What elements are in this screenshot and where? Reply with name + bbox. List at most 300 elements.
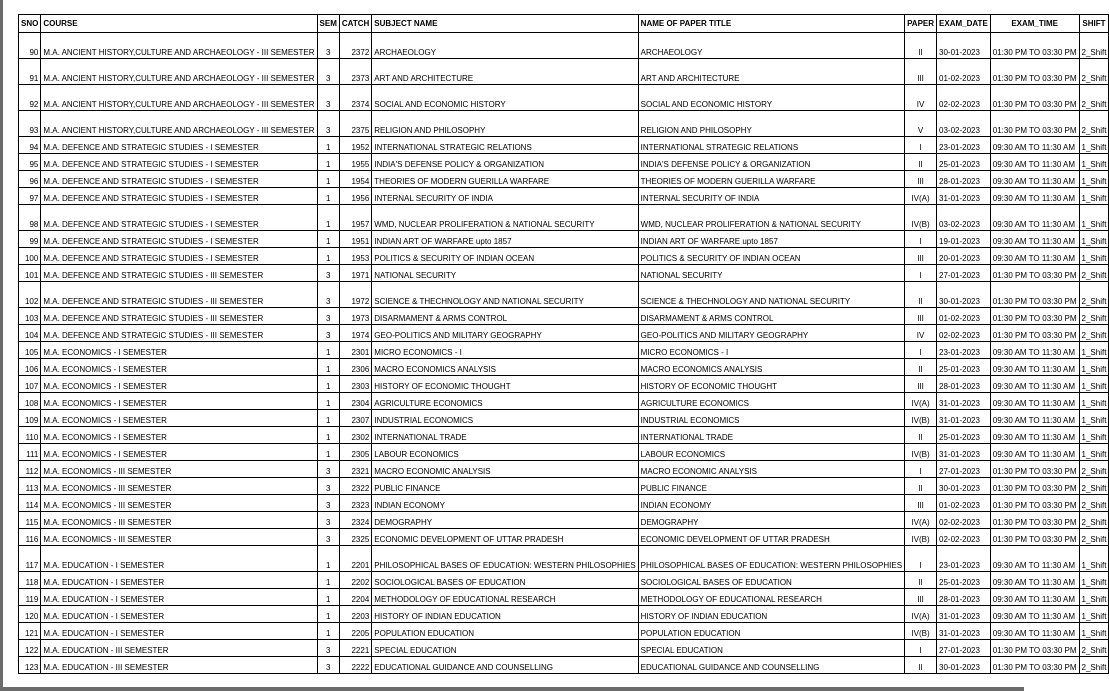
cell-sem: 1 bbox=[317, 248, 339, 265]
cell-exam-date: 02-02-2023 bbox=[937, 325, 991, 342]
cell-paper-title: RELIGION AND PHILOSOPHY bbox=[638, 111, 904, 137]
cell-exam-date: 31-01-2023 bbox=[937, 444, 991, 461]
cell-sno: 99 bbox=[19, 231, 41, 248]
cell-subject-name: WMD, NUCLEAR PROLIFERATION & NATIONAL SECURITY bbox=[372, 205, 638, 231]
cell-sem: 1 bbox=[317, 444, 339, 461]
cell-exam-time: 09:30 AM TO 11:30 AM bbox=[990, 546, 1079, 572]
cell-paper-title: THEORIES OF MODERN GUERILLA WARFARE bbox=[638, 171, 904, 188]
cell-sno: 93 bbox=[19, 111, 41, 137]
cell-sem: 1 bbox=[317, 623, 339, 640]
cell-subject-name: INDIAN ECONOMY bbox=[372, 495, 638, 512]
cell-sno: 98 bbox=[19, 205, 41, 231]
cell-sno: 114 bbox=[19, 495, 41, 512]
cell-paper: II bbox=[905, 572, 937, 589]
cell-paper: IV(A) bbox=[905, 188, 937, 205]
cell-sno: 90 bbox=[19, 33, 41, 59]
cell-paper: II bbox=[905, 427, 937, 444]
cell-sem: 1 bbox=[317, 171, 339, 188]
cell-exam-date: 02-02-2023 bbox=[937, 85, 991, 111]
cell-course: M.A. ECONOMICS - I SEMESTER bbox=[41, 359, 317, 376]
table-row bbox=[19, 265, 1109, 282]
cell-exam-time: 09:30 AM TO 11:30 AM bbox=[990, 572, 1079, 589]
cell-subject-name: ART AND ARCHITECTURE bbox=[372, 59, 638, 85]
cell-exam-date: 02-02-2023 bbox=[937, 529, 991, 546]
header-subject-name: SUBJECT NAME bbox=[372, 15, 638, 33]
cell-subject-name: SPECIAL EDUCATION bbox=[372, 640, 638, 657]
cell-sno: 104 bbox=[19, 325, 41, 342]
cell-exam-date: 28-01-2023 bbox=[937, 589, 991, 606]
cell-sno: 120 bbox=[19, 606, 41, 623]
cell-paper-title: HISTORY OF ECONOMIC THOUGHT bbox=[638, 376, 904, 393]
cell-paper: III bbox=[905, 171, 937, 188]
cell-exam-date: 01-02-2023 bbox=[937, 59, 991, 85]
cell-subject-name: POLITICS & SECURITY OF INDIAN OCEAN bbox=[372, 248, 638, 265]
cell-paper: I bbox=[905, 640, 937, 657]
cell-sno: 109 bbox=[19, 410, 41, 427]
cell-exam-time: 01:30 PM TO 03:30 PM bbox=[990, 282, 1079, 308]
cell-sno: 102 bbox=[19, 282, 41, 308]
cell-catch: 2204 bbox=[339, 589, 371, 606]
cell-subject-name: ARCHAEOLOGY bbox=[372, 33, 638, 59]
cell-shift: 1_Shift bbox=[1079, 137, 1109, 154]
cell-course: M.A. DEFENCE AND STRATEGIC STUDIES - III SEMESTER bbox=[41, 308, 317, 325]
cell-paper: IV(B) bbox=[905, 623, 937, 640]
cell-paper-title: WMD, NUCLEAR PROLIFERATION & NATIONAL SECURITY bbox=[638, 205, 904, 231]
cell-paper-title: INDUSTRIAL ECONOMICS bbox=[638, 410, 904, 427]
cell-sno: 108 bbox=[19, 393, 41, 410]
table-row bbox=[19, 359, 1109, 376]
cell-subject-name: ECONOMIC DEVELOPMENT OF UTTAR PRADESH bbox=[372, 529, 638, 546]
cell-catch: 2375 bbox=[339, 111, 371, 137]
cell-sno: 117 bbox=[19, 546, 41, 572]
cell-course: M.A. ECONOMICS - I SEMESTER bbox=[41, 444, 317, 461]
cell-subject-name: SOCIOLOGICAL BASES OF EDUCATION bbox=[372, 572, 638, 589]
cell-sem: 1 bbox=[317, 342, 339, 359]
cell-shift: 1_Shift bbox=[1079, 623, 1109, 640]
cell-course: M.A. ECONOMICS - III SEMESTER bbox=[41, 478, 317, 495]
cell-exam-time: 01:30 PM TO 03:30 PM bbox=[990, 308, 1079, 325]
header-exam-date: EXAM_DATE bbox=[937, 15, 991, 33]
cell-sno: 113 bbox=[19, 478, 41, 495]
cell-exam-time: 01:30 PM TO 03:30 PM bbox=[990, 461, 1079, 478]
cell-paper: IV(A) bbox=[905, 606, 937, 623]
cell-paper-title: INTERNAL SECURITY OF INDIA bbox=[638, 188, 904, 205]
cell-sem: 3 bbox=[317, 111, 339, 137]
cell-paper: IV bbox=[905, 85, 937, 111]
cell-catch: 1957 bbox=[339, 205, 371, 231]
cell-sem: 3 bbox=[317, 325, 339, 342]
cell-sem: 3 bbox=[317, 265, 339, 282]
cell-exam-date: 27-01-2023 bbox=[937, 265, 991, 282]
cell-subject-name: EDUCATIONAL GUIDANCE AND COUNSELLING bbox=[372, 657, 638, 674]
cell-paper-title: AGRICULTURE ECONOMICS bbox=[638, 393, 904, 410]
cell-paper: II bbox=[905, 478, 937, 495]
cell-shift: 2_Shift bbox=[1079, 478, 1109, 495]
cell-subject-name: METHODOLOGY OF EDUCATIONAL RESEARCH bbox=[372, 589, 638, 606]
cell-exam-date: 01-02-2023 bbox=[937, 495, 991, 512]
table-header-row bbox=[19, 15, 1109, 33]
cell-paper: III bbox=[905, 59, 937, 85]
cell-subject-name: GEO-POLITICS AND MILITARY GEOGRAPHY bbox=[372, 325, 638, 342]
cell-catch: 1951 bbox=[339, 231, 371, 248]
cell-sno: 103 bbox=[19, 308, 41, 325]
table-row bbox=[19, 33, 1109, 59]
cell-course: M.A. DEFENCE AND STRATEGIC STUDIES - I SEMESTER bbox=[41, 137, 317, 154]
cell-sem: 3 bbox=[317, 33, 339, 59]
cell-sno: 95 bbox=[19, 154, 41, 171]
cell-shift: 1_Shift bbox=[1079, 171, 1109, 188]
cell-catch: 1956 bbox=[339, 188, 371, 205]
cell-exam-time: 09:30 AM TO 11:30 AM bbox=[990, 137, 1079, 154]
cell-paper: V bbox=[905, 111, 937, 137]
table-row bbox=[19, 376, 1109, 393]
cell-sno: 115 bbox=[19, 512, 41, 529]
cell-catch: 2304 bbox=[339, 393, 371, 410]
cell-sem: 1 bbox=[317, 137, 339, 154]
cell-exam-date: 30-01-2023 bbox=[937, 657, 991, 674]
cell-course: M.A. ECONOMICS - III SEMESTER bbox=[41, 495, 317, 512]
cell-course: M.A. ANCIENT HISTORY,CULTURE AND ARCHAEOLOGY - III SEMESTER bbox=[41, 85, 317, 111]
table-row bbox=[19, 410, 1109, 427]
cell-paper-title: ECONOMIC DEVELOPMENT OF UTTAR PRADESH bbox=[638, 529, 904, 546]
cell-catch: 2203 bbox=[339, 606, 371, 623]
table-body bbox=[19, 33, 1109, 674]
cell-subject-name: POPULATION EDUCATION bbox=[372, 623, 638, 640]
cell-subject-name: INTERNATIONAL STRATEGIC RELATIONS bbox=[372, 137, 638, 154]
cell-shift: 1_Shift bbox=[1079, 546, 1109, 572]
cell-exam-time: 09:30 AM TO 11:30 AM bbox=[990, 589, 1079, 606]
cell-sno: 119 bbox=[19, 589, 41, 606]
cell-sem: 3 bbox=[317, 461, 339, 478]
cell-catch: 2322 bbox=[339, 478, 371, 495]
cell-course: M.A. DEFENCE AND STRATEGIC STUDIES - I SEMESTER bbox=[41, 205, 317, 231]
cell-course: M.A. DEFENCE AND STRATEGIC STUDIES - I SEMESTER bbox=[41, 188, 317, 205]
cell-subject-name: THEORIES OF MODERN GUERILLA WARFARE bbox=[372, 171, 638, 188]
cell-course: M.A. EDUCATION - I SEMESTER bbox=[41, 572, 317, 589]
header-course: COURSE bbox=[41, 15, 317, 33]
cell-exam-date: 30-01-2023 bbox=[937, 33, 991, 59]
cell-shift: 1_Shift bbox=[1079, 154, 1109, 171]
cell-shift: 2_Shift bbox=[1079, 461, 1109, 478]
cell-shift: 1_Shift bbox=[1079, 205, 1109, 231]
cell-course: M.A. ANCIENT HISTORY,CULTURE AND ARCHAEOLOGY - III SEMESTER bbox=[41, 33, 317, 59]
cell-paper: IV(B) bbox=[905, 444, 937, 461]
header-catch: CATCH bbox=[339, 15, 371, 33]
cell-paper-title: SOCIAL AND ECONOMIC HISTORY bbox=[638, 85, 904, 111]
cell-paper: I bbox=[905, 265, 937, 282]
table-row bbox=[19, 231, 1109, 248]
cell-subject-name: PHILOSOPHICAL BASES OF EDUCATION: WESTERN PHILOSOPHIES bbox=[372, 546, 638, 572]
header-paper-title: NAME OF PAPER TITLE bbox=[638, 15, 904, 33]
cell-sem: 1 bbox=[317, 589, 339, 606]
cell-paper-title: INDIAN ECONOMY bbox=[638, 495, 904, 512]
cell-exam-date: 03-02-2023 bbox=[937, 205, 991, 231]
cell-shift: 2_Shift bbox=[1079, 325, 1109, 342]
cell-paper: IV(A) bbox=[905, 512, 937, 529]
cell-catch: 2321 bbox=[339, 461, 371, 478]
cell-paper: I bbox=[905, 546, 937, 572]
cell-catch: 2222 bbox=[339, 657, 371, 674]
cell-sem: 3 bbox=[317, 308, 339, 325]
cell-exam-time: 09:30 AM TO 11:30 AM bbox=[990, 410, 1079, 427]
cell-exam-time: 09:30 AM TO 11:30 AM bbox=[990, 171, 1079, 188]
table-row bbox=[19, 325, 1109, 342]
table-row bbox=[19, 461, 1109, 478]
cell-sno: 92 bbox=[19, 85, 41, 111]
cell-exam-time: 01:30 PM TO 03:30 PM bbox=[990, 640, 1079, 657]
cell-exam-time: 09:30 AM TO 11:30 AM bbox=[990, 248, 1079, 265]
cell-paper: III bbox=[905, 376, 937, 393]
cell-catch: 1972 bbox=[339, 282, 371, 308]
exam-schedule-document bbox=[18, 14, 1109, 674]
cell-sem: 3 bbox=[317, 59, 339, 85]
cell-paper-title: SPECIAL EDUCATION bbox=[638, 640, 904, 657]
header-sno: SNO bbox=[19, 15, 41, 33]
cell-sem: 1 bbox=[317, 427, 339, 444]
cell-sem: 3 bbox=[317, 640, 339, 657]
cell-paper: I bbox=[905, 231, 937, 248]
cell-exam-time: 09:30 AM TO 11:30 AM bbox=[990, 205, 1079, 231]
cell-sem: 1 bbox=[317, 572, 339, 589]
cell-sno: 100 bbox=[19, 248, 41, 265]
cell-sno: 121 bbox=[19, 623, 41, 640]
cell-catch: 1952 bbox=[339, 137, 371, 154]
cell-paper: IV(B) bbox=[905, 410, 937, 427]
cell-course: M.A. ANCIENT HISTORY,CULTURE AND ARCHAEOLOGY - III SEMESTER bbox=[41, 59, 317, 85]
cell-subject-name: RELIGION AND PHILOSOPHY bbox=[372, 111, 638, 137]
viewer-bottom-border bbox=[0, 687, 1024, 691]
cell-catch: 1973 bbox=[339, 308, 371, 325]
cell-paper-title: MICRO ECONOMICS - I bbox=[638, 342, 904, 359]
cell-catch: 2374 bbox=[339, 85, 371, 111]
cell-sno: 101 bbox=[19, 265, 41, 282]
table-row bbox=[19, 171, 1109, 188]
cell-course: M.A. EDUCATION - I SEMESTER bbox=[41, 546, 317, 572]
cell-paper: II bbox=[905, 33, 937, 59]
cell-catch: 2303 bbox=[339, 376, 371, 393]
table-row bbox=[19, 427, 1109, 444]
cell-shift: 2_Shift bbox=[1079, 85, 1109, 111]
cell-exam-time: 09:30 AM TO 11:30 AM bbox=[990, 359, 1079, 376]
cell-paper: III bbox=[905, 248, 937, 265]
cell-catch: 1955 bbox=[339, 154, 371, 171]
cell-paper-title: PHILOSOPHICAL BASES OF EDUCATION: WESTERN PHILOSOPHIES bbox=[638, 546, 904, 572]
cell-sem: 3 bbox=[317, 478, 339, 495]
cell-exam-time: 09:30 AM TO 11:30 AM bbox=[990, 376, 1079, 393]
cell-subject-name: INDIA'S DEFENSE POLICY & ORGANIZATION bbox=[372, 154, 638, 171]
cell-shift: 2_Shift bbox=[1079, 495, 1109, 512]
cell-course: M.A. DEFENCE AND STRATEGIC STUDIES - I SEMESTER bbox=[41, 231, 317, 248]
cell-shift: 2_Shift bbox=[1079, 33, 1109, 59]
cell-catch: 2305 bbox=[339, 444, 371, 461]
table-row bbox=[19, 59, 1109, 85]
viewer-left-border bbox=[0, 0, 3, 691]
cell-exam-date: 23-01-2023 bbox=[937, 342, 991, 359]
cell-exam-date: 25-01-2023 bbox=[937, 154, 991, 171]
cell-subject-name: INTERNAL SECURITY OF INDIA bbox=[372, 188, 638, 205]
cell-exam-date: 25-01-2023 bbox=[937, 359, 991, 376]
cell-paper-title: SCIENCE & THECHNOLOGY AND NATIONAL SECURITY bbox=[638, 282, 904, 308]
cell-paper: I bbox=[905, 461, 937, 478]
cell-subject-name: MICRO ECONOMICS - I bbox=[372, 342, 638, 359]
table-row bbox=[19, 154, 1109, 171]
cell-paper-title: LABOUR ECONOMICS bbox=[638, 444, 904, 461]
cell-shift: 1_Shift bbox=[1079, 188, 1109, 205]
cell-sem: 1 bbox=[317, 154, 339, 171]
cell-sem: 1 bbox=[317, 393, 339, 410]
cell-paper-title: INTERNATIONAL TRADE bbox=[638, 427, 904, 444]
cell-catch: 2302 bbox=[339, 427, 371, 444]
table-row bbox=[19, 589, 1109, 606]
cell-paper-title: INDIAN ART OF WARFARE upto 1857 bbox=[638, 231, 904, 248]
table-row bbox=[19, 205, 1109, 231]
cell-shift: 2_Shift bbox=[1079, 640, 1109, 657]
header-exam-time: EXAM_TIME bbox=[990, 15, 1079, 33]
cell-shift: 1_Shift bbox=[1079, 393, 1109, 410]
table-row bbox=[19, 512, 1109, 529]
cell-catch: 2324 bbox=[339, 512, 371, 529]
cell-course: M.A. ECONOMICS - III SEMESTER bbox=[41, 529, 317, 546]
cell-paper: IV(B) bbox=[905, 205, 937, 231]
table-row bbox=[19, 342, 1109, 359]
cell-subject-name: DEMOGRAPHY bbox=[372, 512, 638, 529]
table-row bbox=[19, 529, 1109, 546]
cell-sem: 3 bbox=[317, 282, 339, 308]
cell-paper-title: GEO-POLITICS AND MILITARY GEOGRAPHY bbox=[638, 325, 904, 342]
cell-shift: 1_Shift bbox=[1079, 606, 1109, 623]
cell-subject-name: MACRO ECONOMIC ANALYSIS bbox=[372, 461, 638, 478]
table-row bbox=[19, 137, 1109, 154]
table-row bbox=[19, 282, 1109, 308]
cell-sno: 122 bbox=[19, 640, 41, 657]
table-row bbox=[19, 308, 1109, 325]
cell-course: M.A. EDUCATION - I SEMESTER bbox=[41, 623, 317, 640]
cell-paper-title: EDUCATIONAL GUIDANCE AND COUNSELLING bbox=[638, 657, 904, 674]
cell-exam-date: 31-01-2023 bbox=[937, 393, 991, 410]
cell-sno: 116 bbox=[19, 529, 41, 546]
cell-exam-date: 23-01-2023 bbox=[937, 137, 991, 154]
table-row bbox=[19, 640, 1109, 657]
cell-paper-title: INTERNATIONAL STRATEGIC RELATIONS bbox=[638, 137, 904, 154]
cell-shift: 1_Shift bbox=[1079, 231, 1109, 248]
table-row bbox=[19, 623, 1109, 640]
cell-sno: 91 bbox=[19, 59, 41, 85]
cell-catch: 2221 bbox=[339, 640, 371, 657]
table-row bbox=[19, 606, 1109, 623]
cell-sno: 110 bbox=[19, 427, 41, 444]
cell-course: M.A. EDUCATION - III SEMESTER bbox=[41, 640, 317, 657]
cell-paper: I bbox=[905, 137, 937, 154]
cell-catch: 2306 bbox=[339, 359, 371, 376]
cell-shift: 1_Shift bbox=[1079, 376, 1109, 393]
cell-sem: 1 bbox=[317, 359, 339, 376]
cell-subject-name: AGRICULTURE ECONOMICS bbox=[372, 393, 638, 410]
header-paper: PAPER bbox=[905, 15, 937, 33]
cell-subject-name: INDUSTRIAL ECONOMICS bbox=[372, 410, 638, 427]
cell-subject-name: SCIENCE & THECHNOLOGY AND NATIONAL SECURITY bbox=[372, 282, 638, 308]
cell-course: M.A. DEFENCE AND STRATEGIC STUDIES - I SEMESTER bbox=[41, 171, 317, 188]
cell-subject-name: LABOUR ECONOMICS bbox=[372, 444, 638, 461]
cell-shift: 1_Shift bbox=[1079, 410, 1109, 427]
cell-exam-time: 01:30 PM TO 03:30 PM bbox=[990, 85, 1079, 111]
cell-paper: I bbox=[905, 342, 937, 359]
cell-sem: 1 bbox=[317, 376, 339, 393]
cell-course: M.A. DEFENCE AND STRATEGIC STUDIES - III SEMESTER bbox=[41, 282, 317, 308]
cell-sno: 107 bbox=[19, 376, 41, 393]
cell-catch: 1953 bbox=[339, 248, 371, 265]
cell-paper-title: SOCIOLOGICAL BASES OF EDUCATION bbox=[638, 572, 904, 589]
cell-sno: 105 bbox=[19, 342, 41, 359]
cell-exam-time: 09:30 AM TO 11:30 AM bbox=[990, 623, 1079, 640]
cell-paper: II bbox=[905, 359, 937, 376]
header-sem: SEM bbox=[317, 15, 339, 33]
cell-shift: 1_Shift bbox=[1079, 444, 1109, 461]
cell-course: M.A. ECONOMICS - I SEMESTER bbox=[41, 410, 317, 427]
cell-exam-date: 28-01-2023 bbox=[937, 171, 991, 188]
cell-sem: 3 bbox=[317, 657, 339, 674]
cell-sem: 1 bbox=[317, 205, 339, 231]
cell-course: M.A. ECONOMICS - I SEMESTER bbox=[41, 376, 317, 393]
cell-paper: II bbox=[905, 657, 937, 674]
cell-exam-time: 01:30 PM TO 03:30 PM bbox=[990, 512, 1079, 529]
cell-sem: 1 bbox=[317, 188, 339, 205]
cell-subject-name: INDIAN ART OF WARFARE upto 1857 bbox=[372, 231, 638, 248]
cell-exam-date: 01-02-2023 bbox=[937, 308, 991, 325]
cell-sem: 1 bbox=[317, 546, 339, 572]
cell-exam-time: 01:30 PM TO 03:30 PM bbox=[990, 111, 1079, 137]
cell-shift: 2_Shift bbox=[1079, 308, 1109, 325]
cell-exam-time: 01:30 PM TO 03:30 PM bbox=[990, 325, 1079, 342]
cell-exam-date: 20-01-2023 bbox=[937, 248, 991, 265]
cell-paper-title: DEMOGRAPHY bbox=[638, 512, 904, 529]
table-row bbox=[19, 495, 1109, 512]
cell-paper: III bbox=[905, 308, 937, 325]
cell-catch: 2323 bbox=[339, 495, 371, 512]
cell-exam-date: 31-01-2023 bbox=[937, 188, 991, 205]
cell-catch: 1974 bbox=[339, 325, 371, 342]
cell-exam-time: 09:30 AM TO 11:30 AM bbox=[990, 606, 1079, 623]
cell-exam-date: 31-01-2023 bbox=[937, 606, 991, 623]
cell-exam-date: 03-02-2023 bbox=[937, 111, 991, 137]
cell-paper: IV(B) bbox=[905, 529, 937, 546]
cell-paper-title: ARCHAEOLOGY bbox=[638, 33, 904, 59]
cell-sno: 111 bbox=[19, 444, 41, 461]
cell-exam-time: 09:30 AM TO 11:30 AM bbox=[990, 342, 1079, 359]
header-shift: SHIFT bbox=[1079, 15, 1109, 33]
cell-paper-title: MACRO ECONOMICS ANALYSIS bbox=[638, 359, 904, 376]
cell-exam-time: 09:30 AM TO 11:30 AM bbox=[990, 154, 1079, 171]
cell-catch: 1954 bbox=[339, 171, 371, 188]
cell-exam-time: 09:30 AM TO 11:30 AM bbox=[990, 427, 1079, 444]
cell-subject-name: HISTORY OF INDIAN EDUCATION bbox=[372, 606, 638, 623]
cell-course: M.A. ECONOMICS - I SEMESTER bbox=[41, 393, 317, 410]
cell-shift: 1_Shift bbox=[1079, 248, 1109, 265]
cell-paper-title: POPULATION EDUCATION bbox=[638, 623, 904, 640]
cell-paper-title: NATIONAL SECURITY bbox=[638, 265, 904, 282]
cell-exam-date: 19-01-2023 bbox=[937, 231, 991, 248]
cell-exam-time: 01:30 PM TO 03:30 PM bbox=[990, 265, 1079, 282]
cell-shift: 2_Shift bbox=[1079, 657, 1109, 674]
cell-paper-title: INDIA'S DEFENSE POLICY & ORGANIZATION bbox=[638, 154, 904, 171]
table-row bbox=[19, 572, 1109, 589]
table-row bbox=[19, 111, 1109, 137]
cell-exam-date: 23-01-2023 bbox=[937, 546, 991, 572]
cell-exam-time: 01:30 PM TO 03:30 PM bbox=[990, 59, 1079, 85]
cell-exam-date: 25-01-2023 bbox=[937, 427, 991, 444]
cell-course: M.A. ECONOMICS - I SEMESTER bbox=[41, 342, 317, 359]
cell-paper-title: DISARMAMENT & ARMS CONTROL bbox=[638, 308, 904, 325]
cell-course: M.A. ECONOMICS - III SEMESTER bbox=[41, 512, 317, 529]
